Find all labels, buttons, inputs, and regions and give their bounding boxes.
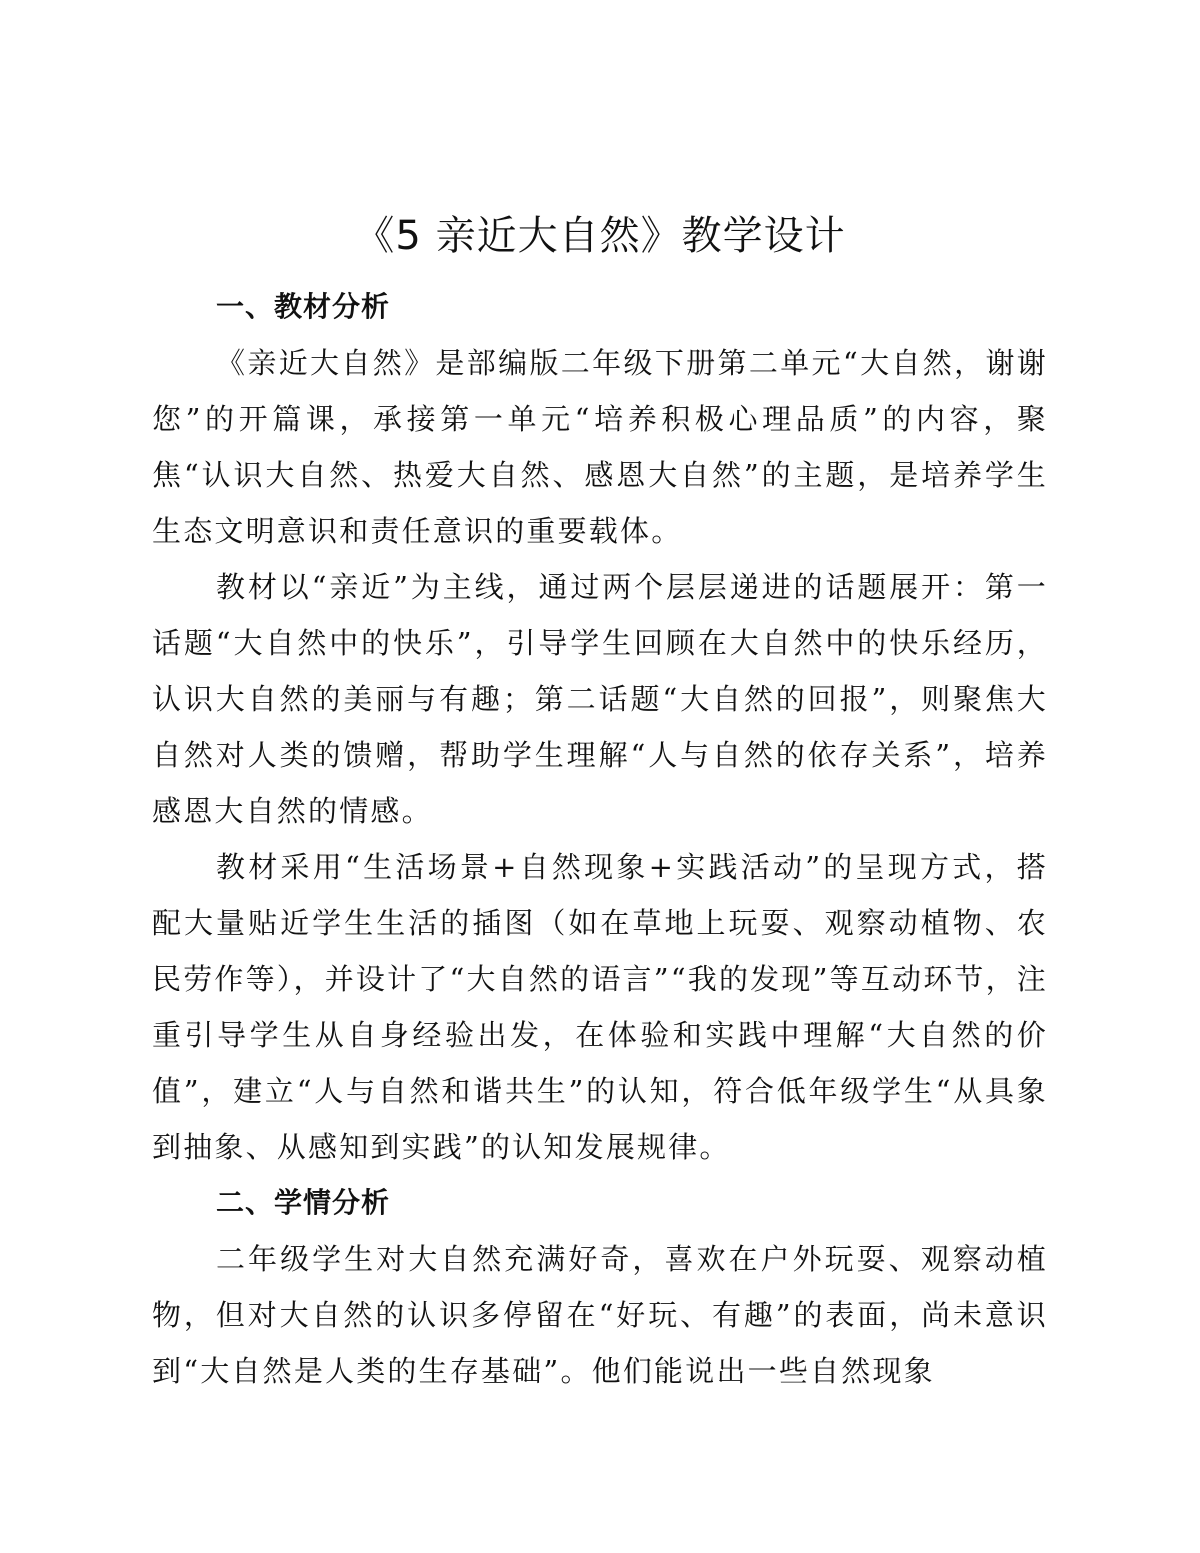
document-title: 《5 亲近大自然》教学设计 xyxy=(354,213,846,259)
document-body xyxy=(152,279,1048,1399)
paragraph: 教材以“亲近”为主线，通过两个层层递进的话题展开：第一话题“大自然中的快乐”，引导学生回顾在大自然中的快乐经历，认识大自然的美丽与有趣；第二话题“大自然的回报”，则聚焦大自然对人类的馈赠，帮助学生理解“人与自然的依存关系”，培养感恩大自然的情感。 xyxy=(152,570,1048,828)
paragraph: 教材采用“生活场景+自然现象+实践活动”的呈现方式，搭配大量贴近学生生活的插图（如在草地上玩耍、观察动植物、农民劳作等），并设计了“大自然的语言”“我的发现”等互动环节，注重引导学生从自身经验出发，在体验和实践中理解“大自然的价值”，建立“人与自然和谐共生”的认知，符合低年级学生“从具象到抽象、从感知到实践”的认知发展规律。 xyxy=(152,850,1049,1164)
paragraph: 《亲近大自然》是部编版二年级下册第二单元“大自然，谢谢您”的开篇课，承接第一单元“培养积极心理品质”的内容，聚焦“认识大自然、热爱大自然、感恩大自然”的主题，是培养学生生态文明意识和责任意识的重要载体。 xyxy=(152,346,1048,548)
section-heading-student-analysis: 二、学情分析 xyxy=(216,1186,391,1219)
section-heading-textbook-analysis: 一、教材分析 xyxy=(216,290,391,323)
paragraph: 二年级学生对大自然充满好奇，喜欢在户外玩耍、观察动植物，但对大自然的认识多停留在“好玩、有趣”的表面，尚未意识到“大自然是人类的生存基础”。他们能说出一些自然现象 xyxy=(152,1242,1048,1388)
